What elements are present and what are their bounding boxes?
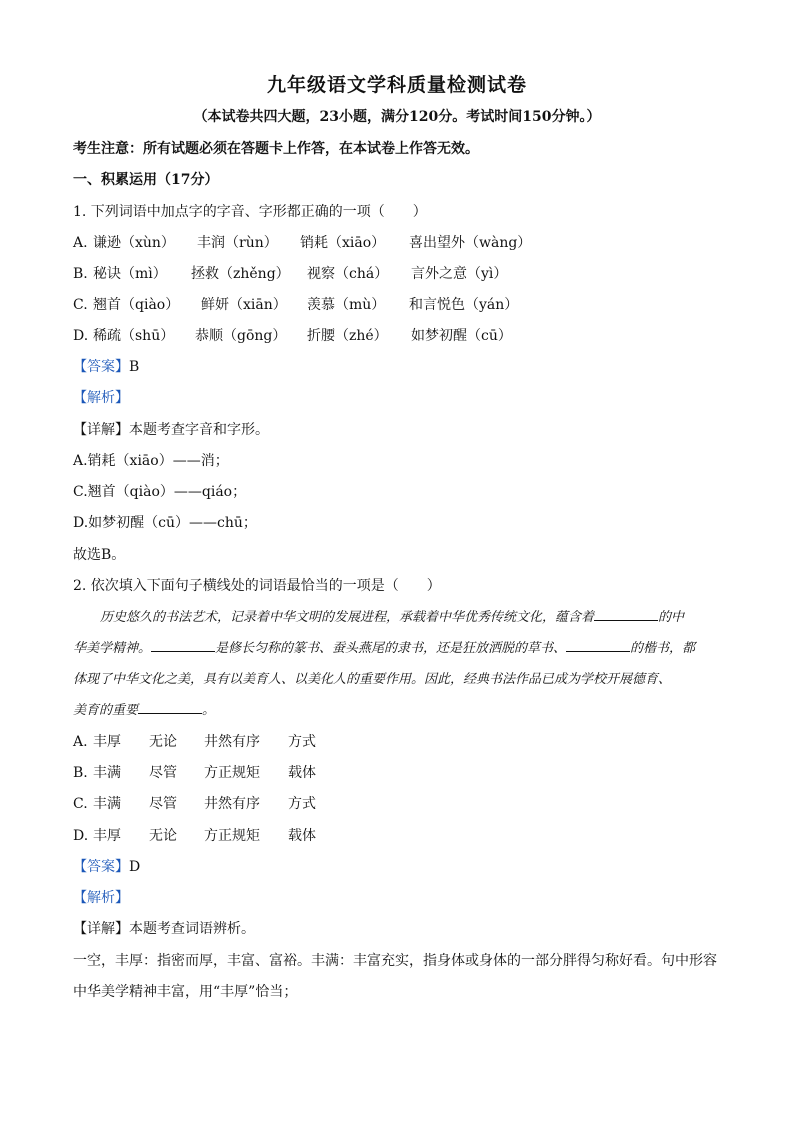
fill-blank <box>566 639 630 652</box>
option-item: 视察（chá） <box>307 266 389 282</box>
question-2-detail <box>73 919 255 939</box>
option-item: 喜出望外（wàng） <box>409 235 532 251</box>
option-item: 谦逊（xùn） <box>93 235 175 251</box>
option-item: 稀疏（shū） <box>93 328 175 344</box>
question-1-note: C.翘首（qiào）——qiáo； <box>73 484 247 500</box>
option-item: 丰满 <box>93 796 121 812</box>
option-item: 恭顺（gōng） <box>195 328 287 344</box>
question-1-answer <box>73 357 139 377</box>
detail-text: 本题考查词语辨析。 <box>129 921 255 937</box>
option-item: 丰厚 <box>93 734 121 750</box>
option-letter: D. <box>73 328 89 344</box>
question-2-analysis <box>73 888 129 908</box>
exam-notice: 考生注意：所有试题必须在答题卡上作答，在本试卷上作答无效。 <box>73 141 479 157</box>
fill-blank <box>594 608 658 621</box>
option-item: 方正规矩 <box>204 765 260 781</box>
option-item: 丰满 <box>93 765 121 781</box>
question-1-stem: 1. 下列词语中加点字的字音、字形都正确的一项（ ） <box>73 204 427 220</box>
answer-tag: 【答案】 <box>73 859 129 875</box>
passage-line: 体现了中华文化之美，具有以美育人、以美化人的重要作用。因此，经典书法作品已成为学校开展德育、 <box>73 672 672 687</box>
detail-tag: 【详解】 <box>73 921 129 937</box>
option-letter: A. <box>73 235 88 251</box>
option-item: 拯救（zhěng） <box>191 266 290 282</box>
question-1-note: A.销耗（xiāo）——消； <box>73 453 229 469</box>
option-item: 方正规矩 <box>204 828 260 844</box>
passage-text: 华美学精神。 <box>73 641 152 656</box>
option-item: 折腰（zhé） <box>307 328 388 344</box>
passage-text: 美育的重要 <box>73 703 139 718</box>
question-2-stem: 2. 依次填入下面句子横线处的词语最恰当的一项是（ ） <box>73 578 441 594</box>
option-item: 销耗（xiāo） <box>300 235 386 251</box>
option-letter: C. <box>73 796 88 812</box>
exam-title: 九年级语文学科质量检测试卷 <box>266 74 527 96</box>
option-item: 井然有序 <box>204 796 260 812</box>
option-letter: B. <box>73 765 88 781</box>
option-item: 载体 <box>288 828 316 844</box>
analysis-tag: 【解析】 <box>73 390 129 406</box>
option-item: 井然有序 <box>204 734 260 750</box>
option-item: 载体 <box>288 765 316 781</box>
exam-subtitle: （本试卷共四大题，23小题，满分120分。考试时间150分钟。） <box>193 109 601 125</box>
answer-tag: 【答案】 <box>73 359 129 375</box>
question-2-explanation: 一空，丰厚：指密而厚，丰富、富裕。丰满：丰富充实，指身体或身体的一部分胖得匀称好看。句中形容 <box>73 953 717 969</box>
option-item: 鲜妍（xiān） <box>201 297 287 313</box>
option-item: 和言悦色（yán） <box>409 297 519 313</box>
passage-text: 是修长匀称的篆书、蚕头燕尾的隶书，还是狂放洒脱的草书、 <box>215 641 567 656</box>
fill-blank <box>151 639 215 652</box>
question-1-detail <box>73 420 269 440</box>
analysis-tag: 【解析】 <box>73 890 129 906</box>
option-letter: A. <box>73 734 88 750</box>
passage-line <box>100 608 748 628</box>
option-item: 如梦初醒（cū） <box>411 328 512 344</box>
option-item: 无论 <box>149 828 177 844</box>
answer-value: B <box>129 359 140 375</box>
option-item: 无论 <box>149 734 177 750</box>
detail-text: 本题考查字音和字形。 <box>129 422 269 438</box>
fill-blank <box>138 701 202 714</box>
question-1-note: 故选B。 <box>73 547 126 563</box>
option-letter: B. <box>73 266 88 282</box>
detail-tag: 【详解】 <box>73 422 129 438</box>
question-1-note: D.如梦初醒（cū）——chū； <box>73 515 257 531</box>
passage-text: 的中 <box>658 610 685 625</box>
option-item: 丰厚 <box>93 828 121 844</box>
question-2-explanation: 中华美学精神丰富，用“丰厚”恰当； <box>73 984 298 1000</box>
passage-text: 历史悠久的书法艺术，记录着中华文明的发展进程，承载着中华优秀传统文化，蕴含着 <box>100 610 595 625</box>
passage-text: 的楷书，都 <box>630 641 696 656</box>
passage-line <box>73 639 721 659</box>
option-letter: D. <box>73 828 89 844</box>
answer-value: D <box>129 859 141 875</box>
option-item: 方式 <box>288 796 316 812</box>
option-item: 方式 <box>288 734 316 750</box>
question-1-analysis <box>73 388 129 408</box>
passage-line <box>73 701 721 721</box>
option-item: 尽管 <box>149 765 177 781</box>
section-heading: 一、积累运用（17分） <box>73 172 219 188</box>
option-item: 翘首（qiào） <box>93 297 180 313</box>
question-2-answer <box>73 857 140 877</box>
passage-text: 。 <box>202 703 216 718</box>
option-item: 尽管 <box>149 796 177 812</box>
option-item: 秘诀（mì） <box>93 266 167 282</box>
option-item: 言外之意（yì） <box>411 266 508 282</box>
option-letter: C. <box>73 297 88 313</box>
option-item: 羡慕（mù） <box>307 297 386 313</box>
option-item: 丰润（rùn） <box>197 235 278 251</box>
